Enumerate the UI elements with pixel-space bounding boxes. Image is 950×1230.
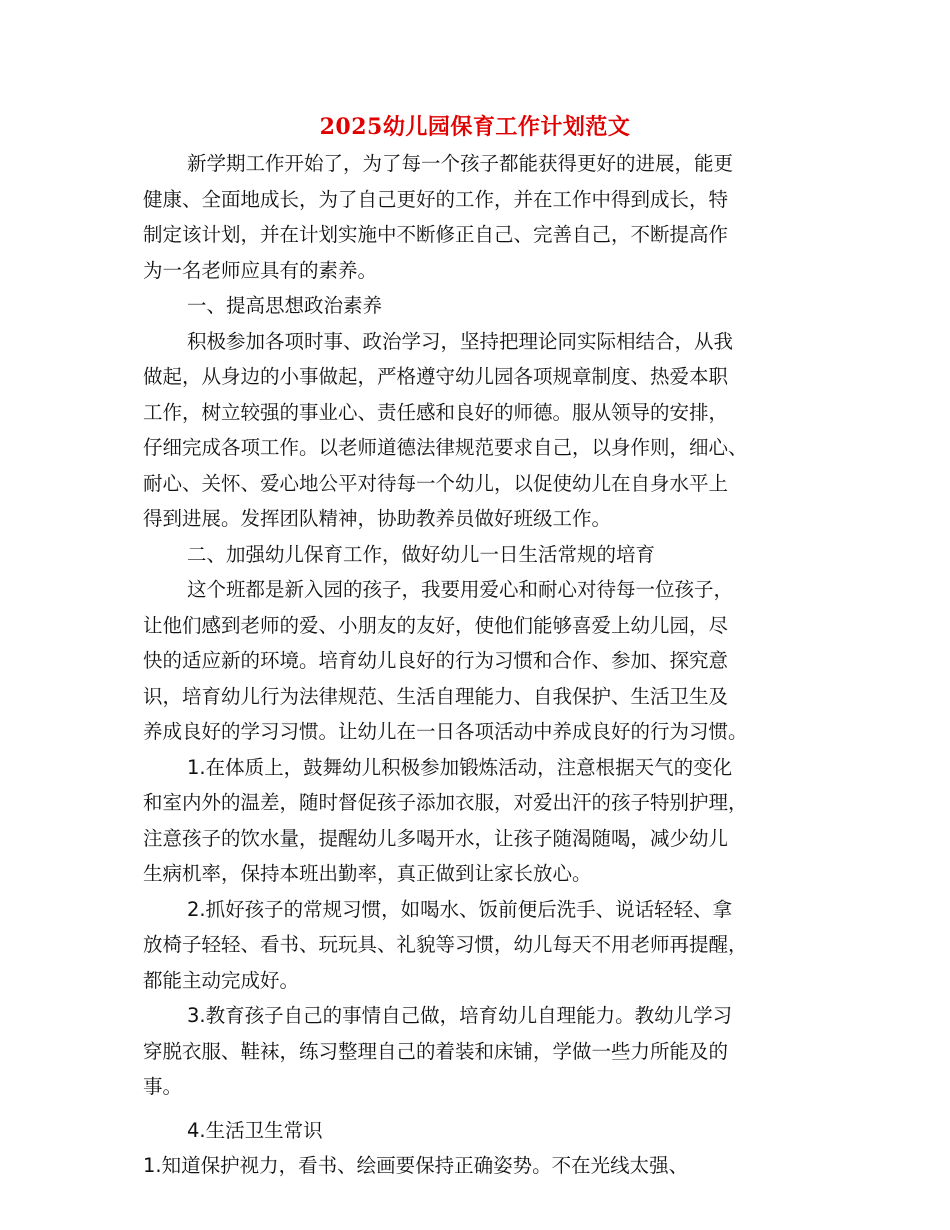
paragraph-line: 得到进展。发挥团队精神，协助教养员做好班级工作。 <box>143 507 612 530</box>
paragraph-line: 这个班都是新入园的孩子，我要用爱心和耐心对待每一位孩子， <box>187 578 734 601</box>
paragraph-line: 让他们感到老师的爱、小朋友的友好，使他们能够喜爱上幼儿园，尽 <box>143 613 729 637</box>
paragraph-line: 健康、全面地成长，为了自己更好的工作，并在工作中得到成长，特 <box>143 187 729 211</box>
list-item-line: 放椅子轻轻、看书、玩玩具、礼貌等习惯，幼儿每天不用老师再提醒， <box>143 933 748 956</box>
section-heading: 二、加强幼儿保育工作，做好幼儿一日生活常规的培育 <box>187 542 656 566</box>
list-item-line: 注意孩子的饮水量，提醒幼儿多喝开水，让孩子随渴随喝，减少幼儿 <box>143 826 729 850</box>
paragraph-line: 耐心、关怀、爱心地公平对待每一个幼儿，以促使幼儿在自身水平上 <box>143 471 729 495</box>
document-title: 2025幼儿园保育工作计划范文 <box>319 114 631 140</box>
paragraph-line: 养成良好的学习习惯。让幼儿在一日各项活动中养成良好的行为习惯。 <box>143 720 748 743</box>
list-item-line: 和室内外的温差，随时督促孩子添加衣服，对爱出汗的孩子特别护理， <box>143 791 748 814</box>
list-item-line: 3.教育孩子自己的事情自己做，培育幼儿自理能力。教幼儿学习 <box>187 1004 733 1027</box>
list-item-line: 2.抓好孩子的常规习惯，如喝水、饭前便后洗手、说话轻轻、拿 <box>187 897 733 921</box>
section-heading: 一、提高思想政治素养 <box>187 294 383 317</box>
paragraph-line: 仔细完成各项工作。以老师道德法律规范要求自己，以身作则，细心、 <box>143 436 748 459</box>
list-item-line: 穿脱衣服、鞋袜，练习整理自己的着装和床铺，学做一些力所能及的 <box>143 1039 729 1063</box>
list-item-line: 4.生活卫生常识 <box>187 1118 323 1142</box>
list-item-line: 都能主动完成好。 <box>143 968 300 992</box>
paragraph-line: 做起，从身边的小事做起，严格遵守幼儿园各项规章制度、热爱本职 <box>143 365 729 388</box>
list-item-line: 1.知道保护视力，看书、绘画要保持正确姿势。不在光线太强、 <box>143 1154 689 1177</box>
paragraph-line: 工作，树立较强的事业心、责任感和良好的师德。服从领导的安排， <box>143 400 729 424</box>
paragraph-line: 快的适应新的环境。培育幼儿良好的行为习惯和合作、参加、探究意 <box>143 649 729 672</box>
paragraph-line: 为一名老师应具有的素养。 <box>143 258 378 282</box>
paragraph-line: 制定该计划，并在计划实施中不断修正自己、完善自己，不断提高作 <box>143 223 729 246</box>
list-item-line: 事。 <box>143 1075 183 1098</box>
paragraph-gap <box>143 1105 807 1113</box>
paragraph-line: 识，培育幼儿行为法律规范、生活自理能力、自我保护、生活卫生及 <box>143 684 729 708</box>
document-body <box>143 146 807 1184</box>
paragraph-line: 积极参加各项时事、政治学习，坚持把理论同实际相结合，从我 <box>187 329 734 353</box>
list-item-line: 生病机率，保持本班出勤率，真正做到让家长放心。 <box>143 862 592 885</box>
list-item-line: 1.在体质上，鼓舞幼儿积极参加锻炼活动，注意根据天气的变化 <box>187 755 733 779</box>
paragraph-line: 新学期工作开始了，为了每一个孩子都能获得更好的进展，能更 <box>187 152 734 175</box>
